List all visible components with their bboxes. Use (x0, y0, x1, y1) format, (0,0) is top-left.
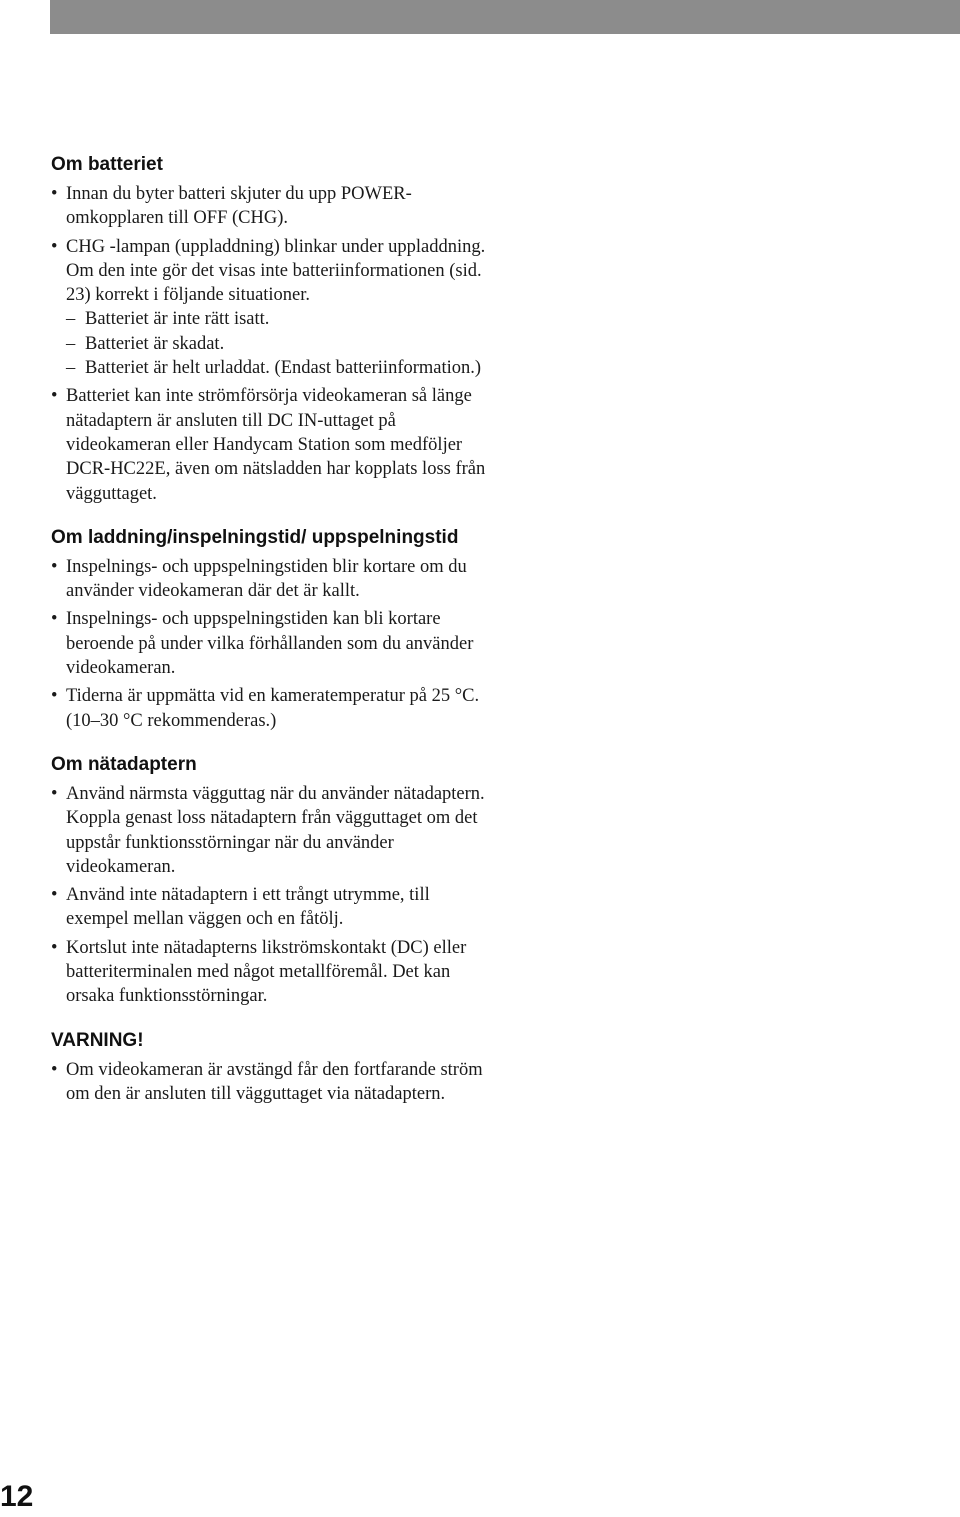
sub-list-item-text: Batteriet är inte rätt isatt. (85, 309, 270, 330)
dash-icon: – (66, 309, 76, 330)
list-item (51, 555, 491, 604)
section-adapter (51, 753, 491, 1009)
sub-list-item-text: Batteriet är helt urladdat. (Endast batteriinformation.) (85, 358, 482, 379)
list-item (51, 1058, 491, 1107)
section-heading-charging: Om laddning/inspelningstid/ uppspelningstid (51, 526, 459, 548)
sub-list-item-text: Batteriet är skadat. (85, 333, 225, 354)
list-item (51, 684, 491, 733)
sub-list-item (66, 332, 491, 356)
list-item (51, 182, 491, 231)
list-item (51, 782, 491, 879)
list-item-text: Om videokameran är avstängd får den fortfarande ström om den är ansluten till vägguttaget via nätadaptern. (66, 1059, 483, 1104)
section-charging (51, 526, 491, 733)
dash-icon: – (66, 358, 76, 379)
list-item-text: Batteriet kan inte strömförsörja videokameran så länge nätadaptern är ansluten till DC IN-uttaget på videokameran eller Handycam Station som medföljer DCR-HC22E, även om nätsladden har kopplats loss från vägguttaget. (66, 386, 486, 504)
bullet-list-charging (51, 555, 491, 733)
bullet-list-battery (51, 182, 491, 506)
bullet-icon: • (51, 885, 58, 906)
bullet-icon: • (51, 937, 58, 958)
list-item (51, 235, 491, 381)
dash-icon: – (66, 333, 76, 354)
list-item-text: Inspelnings- och uppspelningstiden blir kortare om du använder videokameran där det är kallt. (66, 556, 467, 602)
list-item-text: Kortslut inte nätadapterns likströmskontakt (DC) eller batteriterminalen med något metallföremål. Det kan orsaka funktionsstörningar. (66, 937, 467, 1007)
list-item-text: Använd närmsta vägguttag när du använder nätadaptern. Koppla genast loss nätadaptern från vägguttaget om det uppstår funktionsstörningar när du använder videokameran. (66, 783, 485, 877)
bullet-icon: • (51, 556, 58, 577)
list-item (51, 883, 491, 932)
header-bar (50, 0, 960, 34)
bullet-icon: • (51, 184, 58, 204)
list-item (51, 384, 491, 505)
section-battery (51, 153, 491, 506)
section-heading-warning: VARNING! (51, 1029, 144, 1051)
list-item-text: CHG -lampan (uppladdning) blinkar under uppladdning. Om den inte gör det visas inte batteriinformationen (sid. 23) korrekt i följande situationer. (66, 236, 486, 306)
sub-list-item (66, 307, 491, 331)
list-item-text: Tiderna är uppmätta vid en kameratemperatur på 25 °C. (10–30 °C rekommenderas.) (66, 686, 480, 731)
bullet-icon: • (51, 1059, 58, 1080)
bullet-list-warning (51, 1058, 491, 1107)
bullet-icon: • (51, 783, 58, 804)
sub-list (66, 307, 491, 380)
list-item-text: Använd inte nätadaptern i ett trångt utrymme, till exempel mellan väggen och en fåtölj. (66, 885, 430, 930)
bullet-list-adapter (51, 782, 491, 1009)
sub-list-item (66, 356, 491, 380)
section-warning (51, 1029, 491, 1107)
list-item-text: Inspelnings- och uppspelningstiden kan bli kortare beroende på under vilka förhållanden som du använder videokameran. (66, 609, 474, 679)
page-number: 12 (0, 1480, 34, 1513)
list-item (51, 607, 491, 680)
list-item-text: Innan du byter batteri skjuter du upp POWER-omkopplaren till OFF (CHG). (66, 184, 412, 229)
section-heading-battery: Om batteriet (51, 154, 163, 175)
section-heading-adapter: Om nätadaptern (51, 753, 197, 775)
bullet-icon: • (51, 609, 58, 630)
bullet-icon: • (51, 386, 58, 407)
bullet-icon: • (51, 686, 58, 707)
page-content (51, 153, 491, 1126)
bullet-icon: • (51, 236, 58, 257)
list-item (51, 936, 491, 1009)
